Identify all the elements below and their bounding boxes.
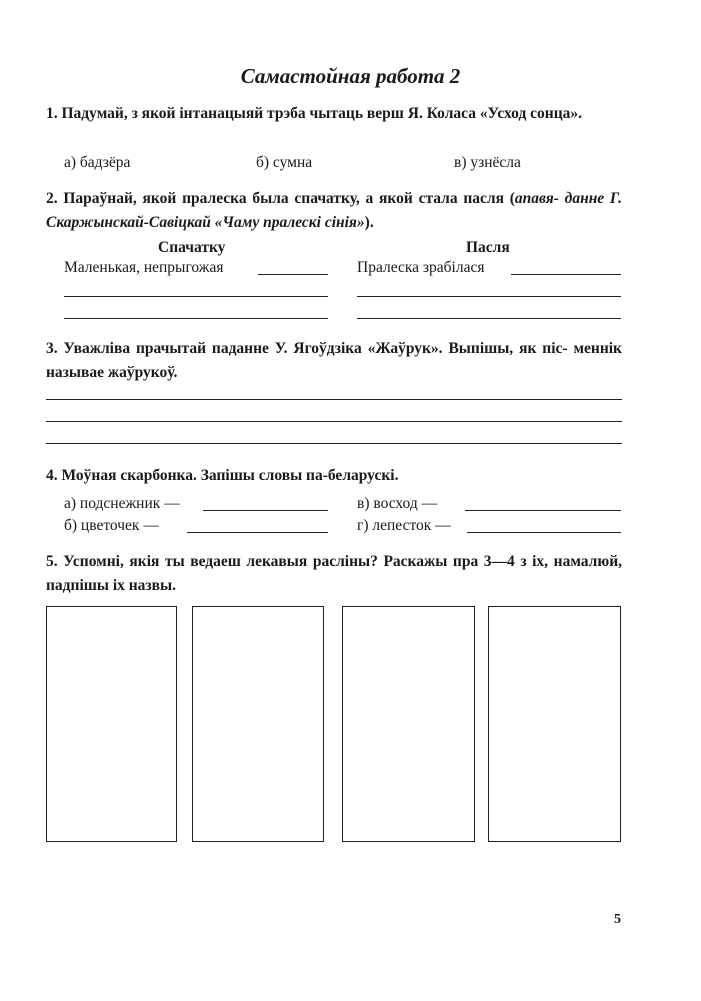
word-line-a[interactable] bbox=[203, 510, 328, 511]
question-5-text-b: намалюй, падпішы іх назвы. bbox=[46, 553, 623, 594]
q1-option-a: а) бадзёра bbox=[64, 154, 131, 171]
word-item-c: в) восход — bbox=[357, 495, 438, 512]
drawing-box-3[interactable] bbox=[342, 606, 475, 842]
question-3-text-b: меннік называе жаўрукоў. bbox=[46, 340, 622, 381]
column-header-before: Спачатку bbox=[158, 239, 226, 256]
before-line-3[interactable] bbox=[64, 318, 328, 319]
answer-line-2[interactable] bbox=[46, 421, 622, 422]
page-number: 5 bbox=[614, 912, 621, 927]
question-1-text-a: 1. Падумай, з якой інтанацыяй трэба чытаць верш Я. Коласа «Усход bbox=[46, 105, 527, 122]
drawing-box-2[interactable] bbox=[192, 606, 324, 842]
question-2 bbox=[46, 187, 622, 235]
drawing-box-1[interactable] bbox=[46, 606, 177, 842]
after-line-3[interactable] bbox=[357, 318, 621, 319]
question-2-text: 2. Параўнай, якой пралеска была спачатку, а якой стала пасля ( bbox=[46, 190, 515, 207]
drawing-box-4[interactable] bbox=[488, 606, 621, 842]
word-line-b[interactable] bbox=[187, 532, 328, 533]
question-5-text-a: 5. Успомні, якія ты ведаеш лекавыя расліны? Раскажы пра 3—4 з іх, bbox=[46, 553, 549, 570]
question-4: 4. Моўная скарбонка. Запішы словы па-беларускі. bbox=[46, 467, 399, 484]
question-3-text-a: 3. Уважліва прачытай паданне У. Ягоўдзіка «Жаўрук». Выпішы, як піс- bbox=[46, 340, 568, 357]
q1-option-c: в) узнёсла bbox=[454, 154, 521, 171]
question-2-source-a: апавя- bbox=[514, 190, 559, 207]
question-2-source-b: данне Г. Скаржынскай-Савіцкай «Чаму пралескі сінія» bbox=[46, 190, 623, 231]
question-5 bbox=[46, 550, 622, 598]
question-1 bbox=[46, 102, 622, 126]
word-line-d[interactable] bbox=[467, 532, 621, 533]
before-start-text: Маленькая, непрыгожая bbox=[64, 259, 224, 276]
before-line-1[interactable] bbox=[258, 274, 328, 275]
after-line-1[interactable] bbox=[511, 274, 621, 275]
after-start-text: Пралеска зрабілася bbox=[357, 259, 485, 276]
after-line-2[interactable] bbox=[357, 296, 621, 297]
q1-option-b: б) сумна bbox=[256, 154, 313, 171]
word-item-b: б) цветочек — bbox=[64, 517, 159, 534]
worksheet-title: Самастойная работа 2 bbox=[240, 64, 461, 88]
word-item-a: а) подснежник — bbox=[64, 495, 180, 512]
word-line-c[interactable] bbox=[465, 510, 621, 511]
word-item-d: г) лепесток — bbox=[357, 517, 451, 534]
question-2-text-end: ). bbox=[364, 214, 374, 231]
column-header-after: Пасля bbox=[466, 239, 510, 256]
answer-line-3[interactable] bbox=[46, 443, 622, 444]
answer-line-1[interactable] bbox=[46, 399, 622, 400]
question-3 bbox=[46, 337, 622, 385]
before-line-2[interactable] bbox=[64, 296, 328, 297]
question-1-text-b: сонца». bbox=[530, 105, 583, 122]
